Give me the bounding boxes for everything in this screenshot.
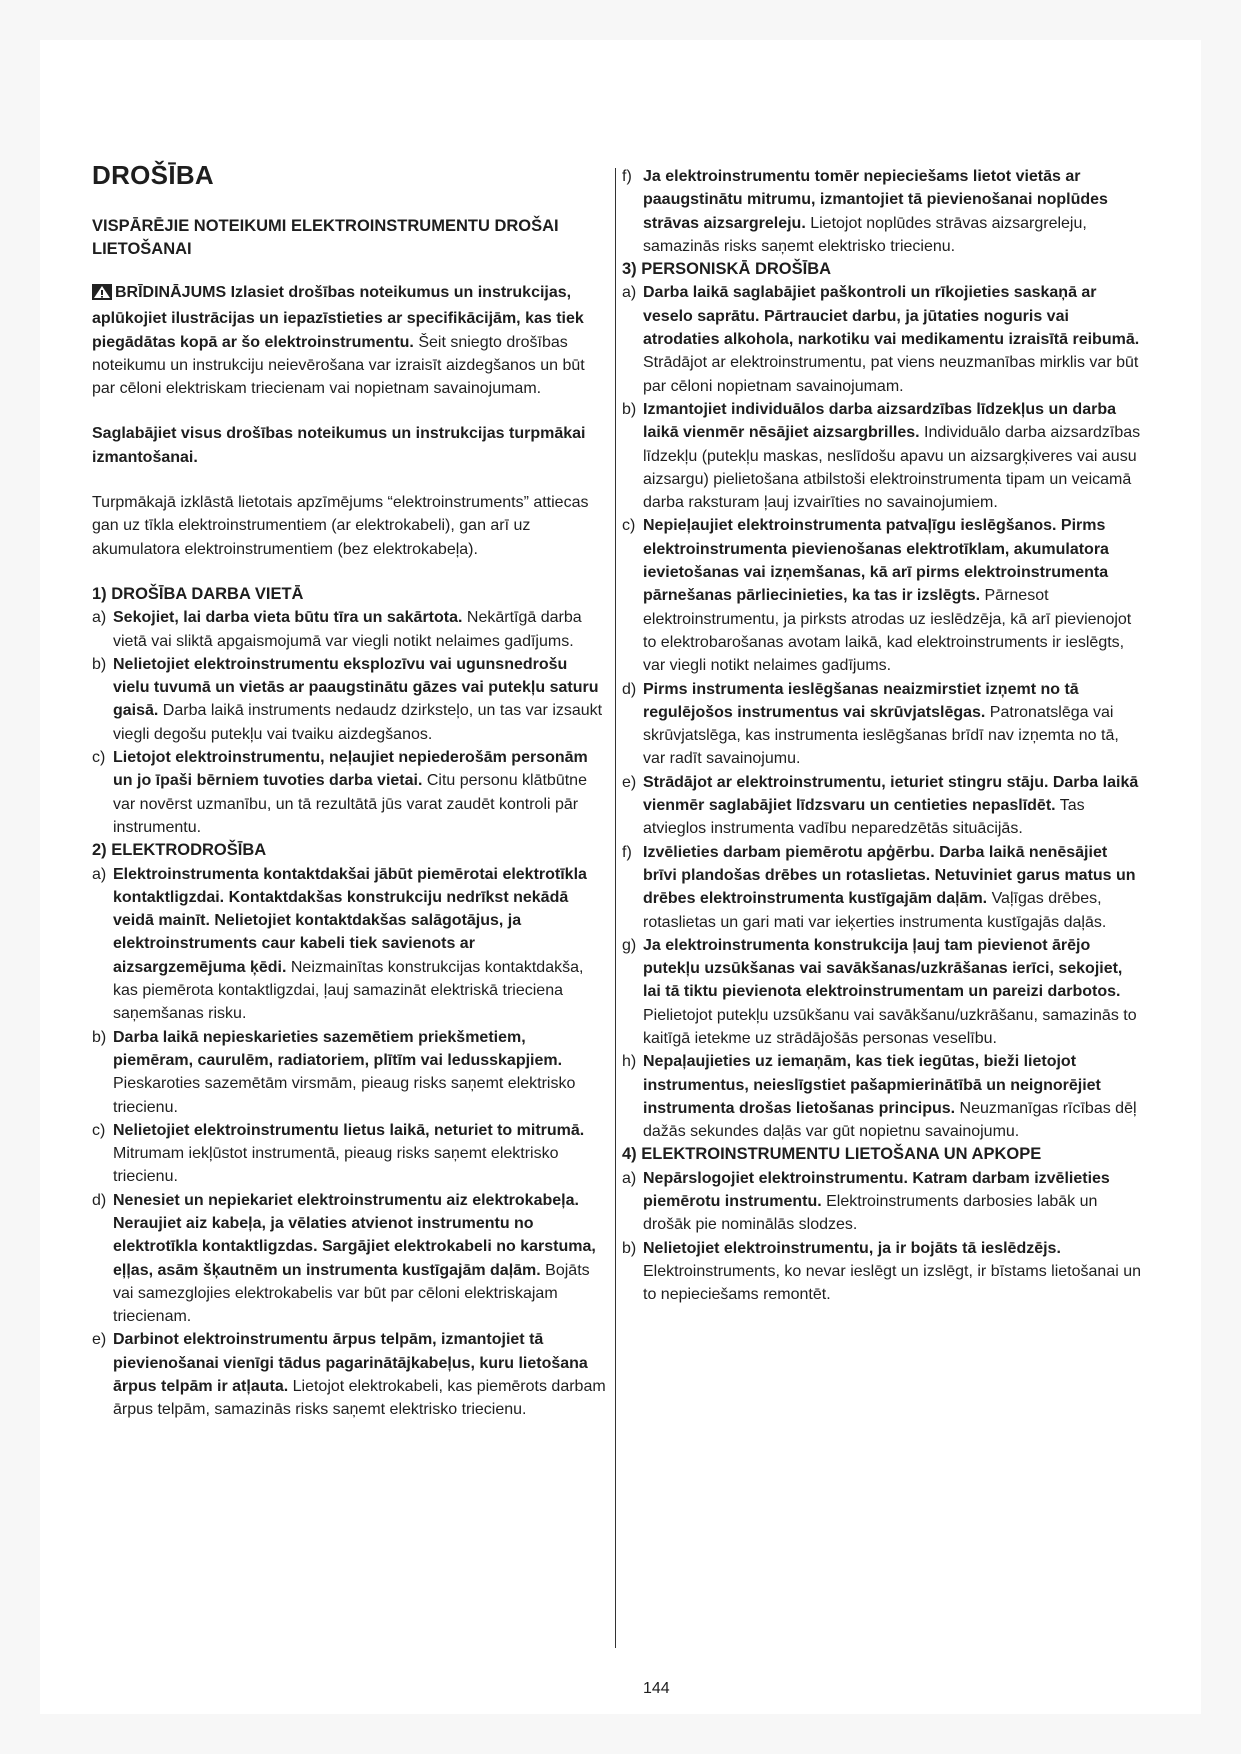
list-item: a) Sekojiet, lai darba vieta būtu tīra un sakārtota. Nekārtīgā darba vietā vai sliktā apgaismojumā var viegli notikt nelaimes gadījums. <box>92 609 582 650</box>
section-heading: 1) DROŠĪBA DARBA VIETĀ <box>92 584 304 603</box>
right-column <box>622 165 1142 1307</box>
list-item: e) Strādājot ar elektroinstrumentu, ieturiet stingru stāju. Darba laikā vienmēr saglabājiet līdzsvaru un centieties nepaslīdēt. Tas atvieglos instrumenta vadību neparedzētās situācijās. <box>622 773 1139 838</box>
list-item: f) Ja elektroinstrumentu tomēr nepieciešams lietot vietās ar paaugstinātu mitrumu, izmantojiet tā pievienošanai noplūdes strāvas aizsargreleju. Lietojot noplūdes strāvas aizsargreleju, samazinās risks saņemt elektrisko triecienu. <box>622 168 1108 255</box>
subtitle: VISPĀRĒJIE NOTEIKUMI ELEKTROINSTRUMENTU DROŠAI LIETOŠANAI <box>92 217 559 258</box>
list-item: c) Lietojot elektroinstrumentu, neļaujiet nepiederošām personām un jo īpaši bērniem tuvoties darba vietai. Citu personu klātbūtne var novērst uzmanību, un tā rezultātā jūs varat zaudēt kontroli pār instrumentu. <box>92 749 588 836</box>
warning-paragraph <box>92 281 607 400</box>
list-item: a) Elektroinstrumenta kontaktdakšai jābūt piemērotai elektrotīkla kontaktligzdai. Kontaktdakšas konstrukciju nedrīkst nekādā veidā mainīt. Nelietojiet kontaktdakšas salāgotājus, ja elektroinstruments caur kabeli tiek savienots ar aizsargzemējuma ķēdi. Neizmainītas konstrukcijas kontaktdakša, kas piemērota kontaktligzdai, ļauj samazināt elektriskā trieciena saņemšanas risku. <box>92 865 587 1023</box>
page-title: DROŠĪBA <box>92 160 214 190</box>
list-item: h) Nepaļaujieties uz iemaņām, kas tiek iegūtas, bieži lietojot instrumentus, neieslīgstiet pašapmierinātībā un neignorējiet instrumenta drošas lietošanas principus. Neuzmanīgas rīcības dēļ dažās sekundes daļās var gūt nopietnu savainojumu. <box>622 1053 1137 1141</box>
list-item: b) Nelietojiet elektroinstrumentu, ja ir bojāts tā ieslēdzējs. Elektroinstruments, ko nevar ieslēgt un izslēgt, ir bīstams lietošanai un to nepieciešams remontēt. <box>622 1239 1142 1304</box>
list-item: d) Nenesiet un nepiekariet elektroinstrumentu aiz elektrokabeļa. Neraujiet aiz kabeļa, ja vēlaties atvienot instrumentu no elektrotīkla kontaktligzdas. Sargājiet elektrokabeli no karstuma, eļļas, asām šķautnēm un instrumenta kustīgajām daļām. Bojāts vai samezglojies elektrokabelis var būt par cēloni elektriskajam triecienam. <box>92 1191 596 1326</box>
list-item: d) Pirms instrumenta ieslēgšanas neaizmirstiet izņemt no tā regulējošos instrumentus vai skrūvjatslēgas. Patronatslēga vai skrūvjatslēga, kas instrumenta ieslēgšanas brīdī nav izņemta no tā, var radīt savainojumu. <box>622 680 1119 768</box>
list-item: c) Nepieļaujiet elektroinstrumenta patvaļīgu ieslēgšanos. Pirms elektroinstrumenta pievienošanas elektrotīklam, akumulatora ievietošanas vai izņemšanas, kā arī pirms elektroinstrumenta pārnešanas pārliecinieties, ka tas ir izslēgts. Pārnesot elektroinstrumentu, ja pirksts atrodas uz ieslēdzēja, kā arī pievienojot to elektrobarošanas avotam laikā, kad elektroinstruments ir ieslēgts, var viegli notikt nelaimes gadījums. <box>622 517 1132 675</box>
list-item: g) Ja elektroinstrumenta konstrukcija ļauj tam pievienot ārējo putekļu uzsūkšanas vai savākšanas/uzkrāšanas ierīci, sekojiet, lai tā tiktu pievienota elektroinstrumentam un pareizi darbotos. Pielietojot putekļu uzsūkšanu vai savākšanu/uzkrāšanu, samazinās to kaitīgā ietekme uz strādājošās personas veselību. <box>622 936 1137 1047</box>
list-item: b) Nelietojiet elektroinstrumentu eksplozīvu vai ugunsnedrošu vielu tuvumā un vietās ar paaugstinātu gāzes vai putekļu saturu gaisā. Darba laikā instruments nedaudz dzirksteļo, un tas var izsaukt viegli degošu putekļu vai tvaiku aizdegšanos. <box>92 655 603 743</box>
save-note: Saglabājiet visus drošības noteikumus un instrukcijas turpmākai izmantošanai. <box>92 425 586 466</box>
list-item: f) Izvēlieties darbam piemērotu apģērbu. Darba laikā nenēsājiet brīvi plandošas drēbes un rotaslietas. Netuviniet garus matus un drēbes elektroinstrumenta kustīgajām daļām. Vaļīgas drēbes, rotaslietas un gari mati var ieķerties instrumenta kustīgajās daļās. <box>622 843 1136 931</box>
page <box>40 40 1201 1714</box>
term-note: Turpmākajā izklāstā lietotais apzīmējums “elektroinstruments” attiecas gan uz tīkla elektroinstrumentiem (ar elektrokabeli), gan arī uz akumulatora elektroinstrumentiem (bez elektrokabeļa). <box>92 494 589 558</box>
list-item: c) Nelietojiet elektroinstrumentu lietus laikā, neturiet to mitrumā. Mitrumam iekļūstot instrumentā, pieaug risks saņemt elektrisko triecienu. <box>92 1121 585 1186</box>
list-item: a) Darba laikā saglabājiet paškontroli un rīkojieties saskaņā ar veselo saprātu. Pārtrauciet darbu, ja jūtaties noguris vai atrodaties alkohola, narkotiku vai medikamentu izraisītā reibumā. Strādājot ar elektroinstrumentu, pat viens neuzmanības mirklis var būt par cēloni nopietnam savainojumam. <box>622 284 1140 395</box>
warning-text: Šeit sniegto drošības noteikumu un instrukciju neievērošana var izraisīt aizdegšanos un būt par cēloni elektriskam triecienam vai nopietnam savainojumam. <box>92 333 585 398</box>
warning-bold: BRĪDINĀJUMS Izlasiet drošības noteikumus un instrukcijas, aplūkojiet ilustrācijas un iepazīstieties ar specifikācijām, kas tiek piegādātas kopā ar šo elektroinstrumentu. <box>92 284 584 351</box>
list-item: b) Izmantojiet individuālos darba aizsardzības līdzekļus un darba laikā vienmēr nēsājiet aizsargbrilles. Individuālo darba aizsardzības līdzekļu (putekļu maskas, neslīdošu apavu un aizsargķiveres vai ausu aizsargu) pielietošana atbilstoši elektroinstrumenta tipam un veicamā darba raksturam ļauj izvairīties no savainojumiem. <box>622 400 1141 512</box>
left-column <box>92 160 607 1422</box>
list-item: a) Nepārslogojiet elektroinstrumentu. Katram darbam izvēlieties piemērotu instrumentu. Elektroinstruments darbosies labāk un drošāk pie nominālās slodzes. <box>622 1169 1110 1234</box>
section-heading: 4) ELEKTROINSTRUMENTU LIETOŠANA UN APKOPE <box>622 1145 1042 1164</box>
section-heading: 2) ELEKTRODROŠĪBA <box>92 841 267 860</box>
list-item: b) Darba laikā nepieskarieties sazemētiem priekšmetiem, piemēram, caurulēm, radiatoriem, plītīm vai ledusskapjiem. Pieskaroties sazemētām virsmām, pieaug risks saņemt elektrisko triecienu. <box>92 1028 576 1116</box>
column-divider <box>615 168 616 1648</box>
section-heading: 3) PERSONISKĀ DROŠĪBA <box>622 260 832 279</box>
page-number: 144 <box>643 1680 670 1697</box>
list-item: e) Darbinot elektroinstrumentu ārpus telpām, izmantojiet tā pievienošanai vienīgi tādus pagarinātājkabeļus, kuru lietošana ārpus telpām ir atļauta. Lietojot elektrokabeli, kas piemērots darbam ārpus telpām, samazinās risks saņemt elektrisko triecienu. <box>92 1331 606 1419</box>
warning-icon <box>92 284 112 307</box>
